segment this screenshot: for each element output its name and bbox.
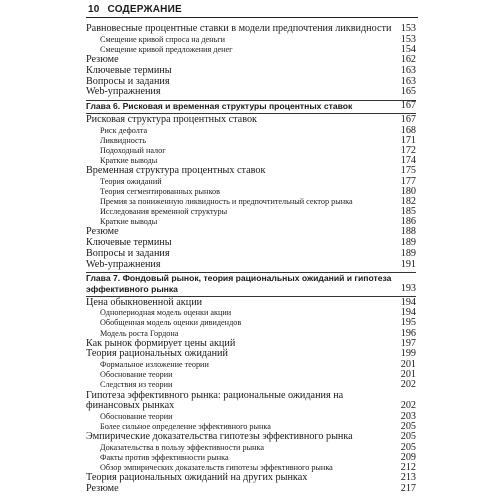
toc-entry: Вопросы и задания 163 — [86, 75, 416, 87]
toc-entry: Рисковая структура процентных ставок 167 — [86, 113, 416, 125]
toc-entry: Следствия из теории 202 — [100, 379, 416, 391]
toc-page-number: 188 — [400, 226, 416, 238]
toc-entry: Смещение кривой предложения денег 154 — [100, 43, 416, 55]
toc-entry: Факты против эффективности рынка 209 — [100, 452, 416, 464]
toc-entry: Web-упражнения 191 — [86, 258, 416, 270]
toc-page-number: 202 — [400, 400, 416, 412]
toc-entry: Резюме 162 — [86, 53, 416, 65]
toc-page-number: 217 — [400, 483, 416, 495]
toc-entry: Ликвидность 171 — [100, 134, 416, 146]
header-title: СОДЕРЖАНИЕ — [107, 4, 182, 15]
toc-page-number: 162 — [400, 53, 416, 65]
toc-page-number: 205 — [400, 421, 416, 433]
toc-page-number: 153 — [400, 33, 416, 45]
toc-entry: Модель роста Гордона 196 — [100, 327, 416, 339]
toc-page-number: 194 — [400, 296, 416, 308]
toc-entry: Теория сегментированных рынков 180 — [100, 185, 416, 197]
header-page-number: 10 — [88, 4, 100, 15]
toc-entry: Обоснование теории 203 — [100, 411, 416, 423]
toc-page-number: 154 — [400, 43, 416, 55]
toc-entry: Премия за пониженную ликвидность и предпочтительный сектор рынка 182 — [100, 195, 416, 207]
toc-entry: Ключевые термины 189 — [86, 237, 416, 248]
toc-entry: Цена обыкновенной акции 194 — [86, 296, 416, 308]
toc-page-number: 180 — [400, 185, 416, 197]
toc-entry: Теория рациональных ожиданий на других рынках 213 — [86, 472, 416, 484]
toc-entry: Эмпирические доказательства гипотезы эффективного рынка 205 — [86, 431, 416, 443]
toc-page-number: 167 — [400, 100, 416, 112]
table-of-contents — [86, 24, 416, 495]
toc-entry: Более сильное определение эффективного рынка 205 — [100, 421, 416, 433]
toc-entry: Краткие выводы 174 — [100, 154, 416, 166]
toc-page-number: 168 — [400, 124, 416, 136]
toc-entry: Обоснование теории 201 — [100, 369, 416, 381]
toc-page-number: 205 — [400, 442, 416, 454]
toc-page-number: 189 — [400, 237, 416, 248]
toc-page-number: 201 — [400, 369, 416, 381]
toc-page-number: 209 — [400, 452, 416, 464]
toc-entry: Доказательства в пользу эффективности рынка 205 — [100, 442, 416, 454]
toc-page-number: 199 — [400, 348, 416, 360]
toc-entry: Однопериодная модель оценки акции 194 — [100, 307, 416, 319]
toc-entry: Исследования временной структуры 185 — [100, 206, 416, 218]
running-header — [88, 3, 182, 16]
toc-entry: Обобщенная модель оценки дивидендов 195 — [100, 317, 416, 329]
toc-page-number: 172 — [400, 144, 416, 156]
toc-page-number: 205 — [400, 431, 416, 443]
toc-page-number: 171 — [400, 134, 416, 146]
toc-page-number: 197 — [400, 337, 416, 349]
toc-page-number: 186 — [400, 216, 416, 228]
chapter-heading: Глава 7. Фондовый рынок, теория рациональных ожиданий и гипотеза эффективного рынка 193 — [86, 273, 416, 294]
toc-page-number: 177 — [400, 175, 416, 187]
toc-page-number: 153 — [400, 23, 416, 34]
toc-page-number: 191 — [400, 258, 416, 270]
toc-entry: Смещение кривой спроса на деньги 153 — [100, 33, 416, 45]
toc-page-number: 163 — [400, 75, 416, 87]
toc-page-number: 165 — [400, 86, 416, 98]
toc-entry: Гипотеза эффективного рынка: рациональные ожидания на финансовых рынках 202 — [86, 389, 416, 412]
toc-page-number: 202 — [400, 379, 416, 391]
toc-entry: Обзор эмпирических доказательств гипотезы эффективного рынка 212 — [100, 462, 416, 474]
toc-entry: Равновесные процентные ставки в модели предпочтения ликвидности 153 — [86, 23, 416, 34]
toc-entry: Вопросы и задания 189 — [86, 247, 416, 259]
toc-page-number: 189 — [400, 247, 416, 259]
toc-page-number: 193 — [400, 282, 416, 294]
toc-entry: Как рынок формирует цены акций 197 — [86, 337, 416, 349]
toc-page-number: 196 — [400, 327, 416, 339]
toc-page-number: 213 — [400, 472, 416, 484]
toc-page-number: 163 — [400, 64, 416, 76]
toc-entry: Резюме 188 — [86, 226, 416, 238]
header-rule — [86, 17, 418, 18]
toc-page-number: 175 — [400, 164, 416, 176]
toc-page-number: 195 — [400, 317, 416, 329]
toc-entry: Теория рациональных ожиданий 199 — [86, 348, 416, 360]
toc-entry: Краткие выводы 186 — [100, 216, 416, 228]
toc-page-number: 174 — [400, 154, 416, 166]
toc-entry: Теория ожиданий 177 — [100, 175, 416, 187]
toc-page-number: 203 — [400, 411, 416, 423]
toc-entry: Подоходный налог 172 — [100, 144, 416, 156]
toc-entry: Временная структура процентных ставок 175 — [86, 164, 416, 176]
toc-page-number: 201 — [400, 359, 416, 371]
toc-entry: Ключевые термины 163 — [86, 64, 416, 76]
toc-page-number: 182 — [400, 195, 416, 207]
toc-entry: Формальное изложение теории 201 — [100, 359, 416, 371]
toc-entry: Web-упражнения 165 — [86, 86, 416, 98]
toc-entry: Риск дефолта 168 — [100, 124, 416, 136]
toc-page-number: 185 — [400, 206, 416, 218]
toc-page-number: 194 — [400, 307, 416, 319]
chapter-heading: Глава 6. Рисковая и временная структуры процентных ставок 167 — [86, 100, 416, 112]
toc-page-number: 167 — [400, 113, 416, 125]
toc-entry: Резюме 217 — [86, 483, 416, 495]
toc-page-number: 212 — [400, 462, 416, 474]
